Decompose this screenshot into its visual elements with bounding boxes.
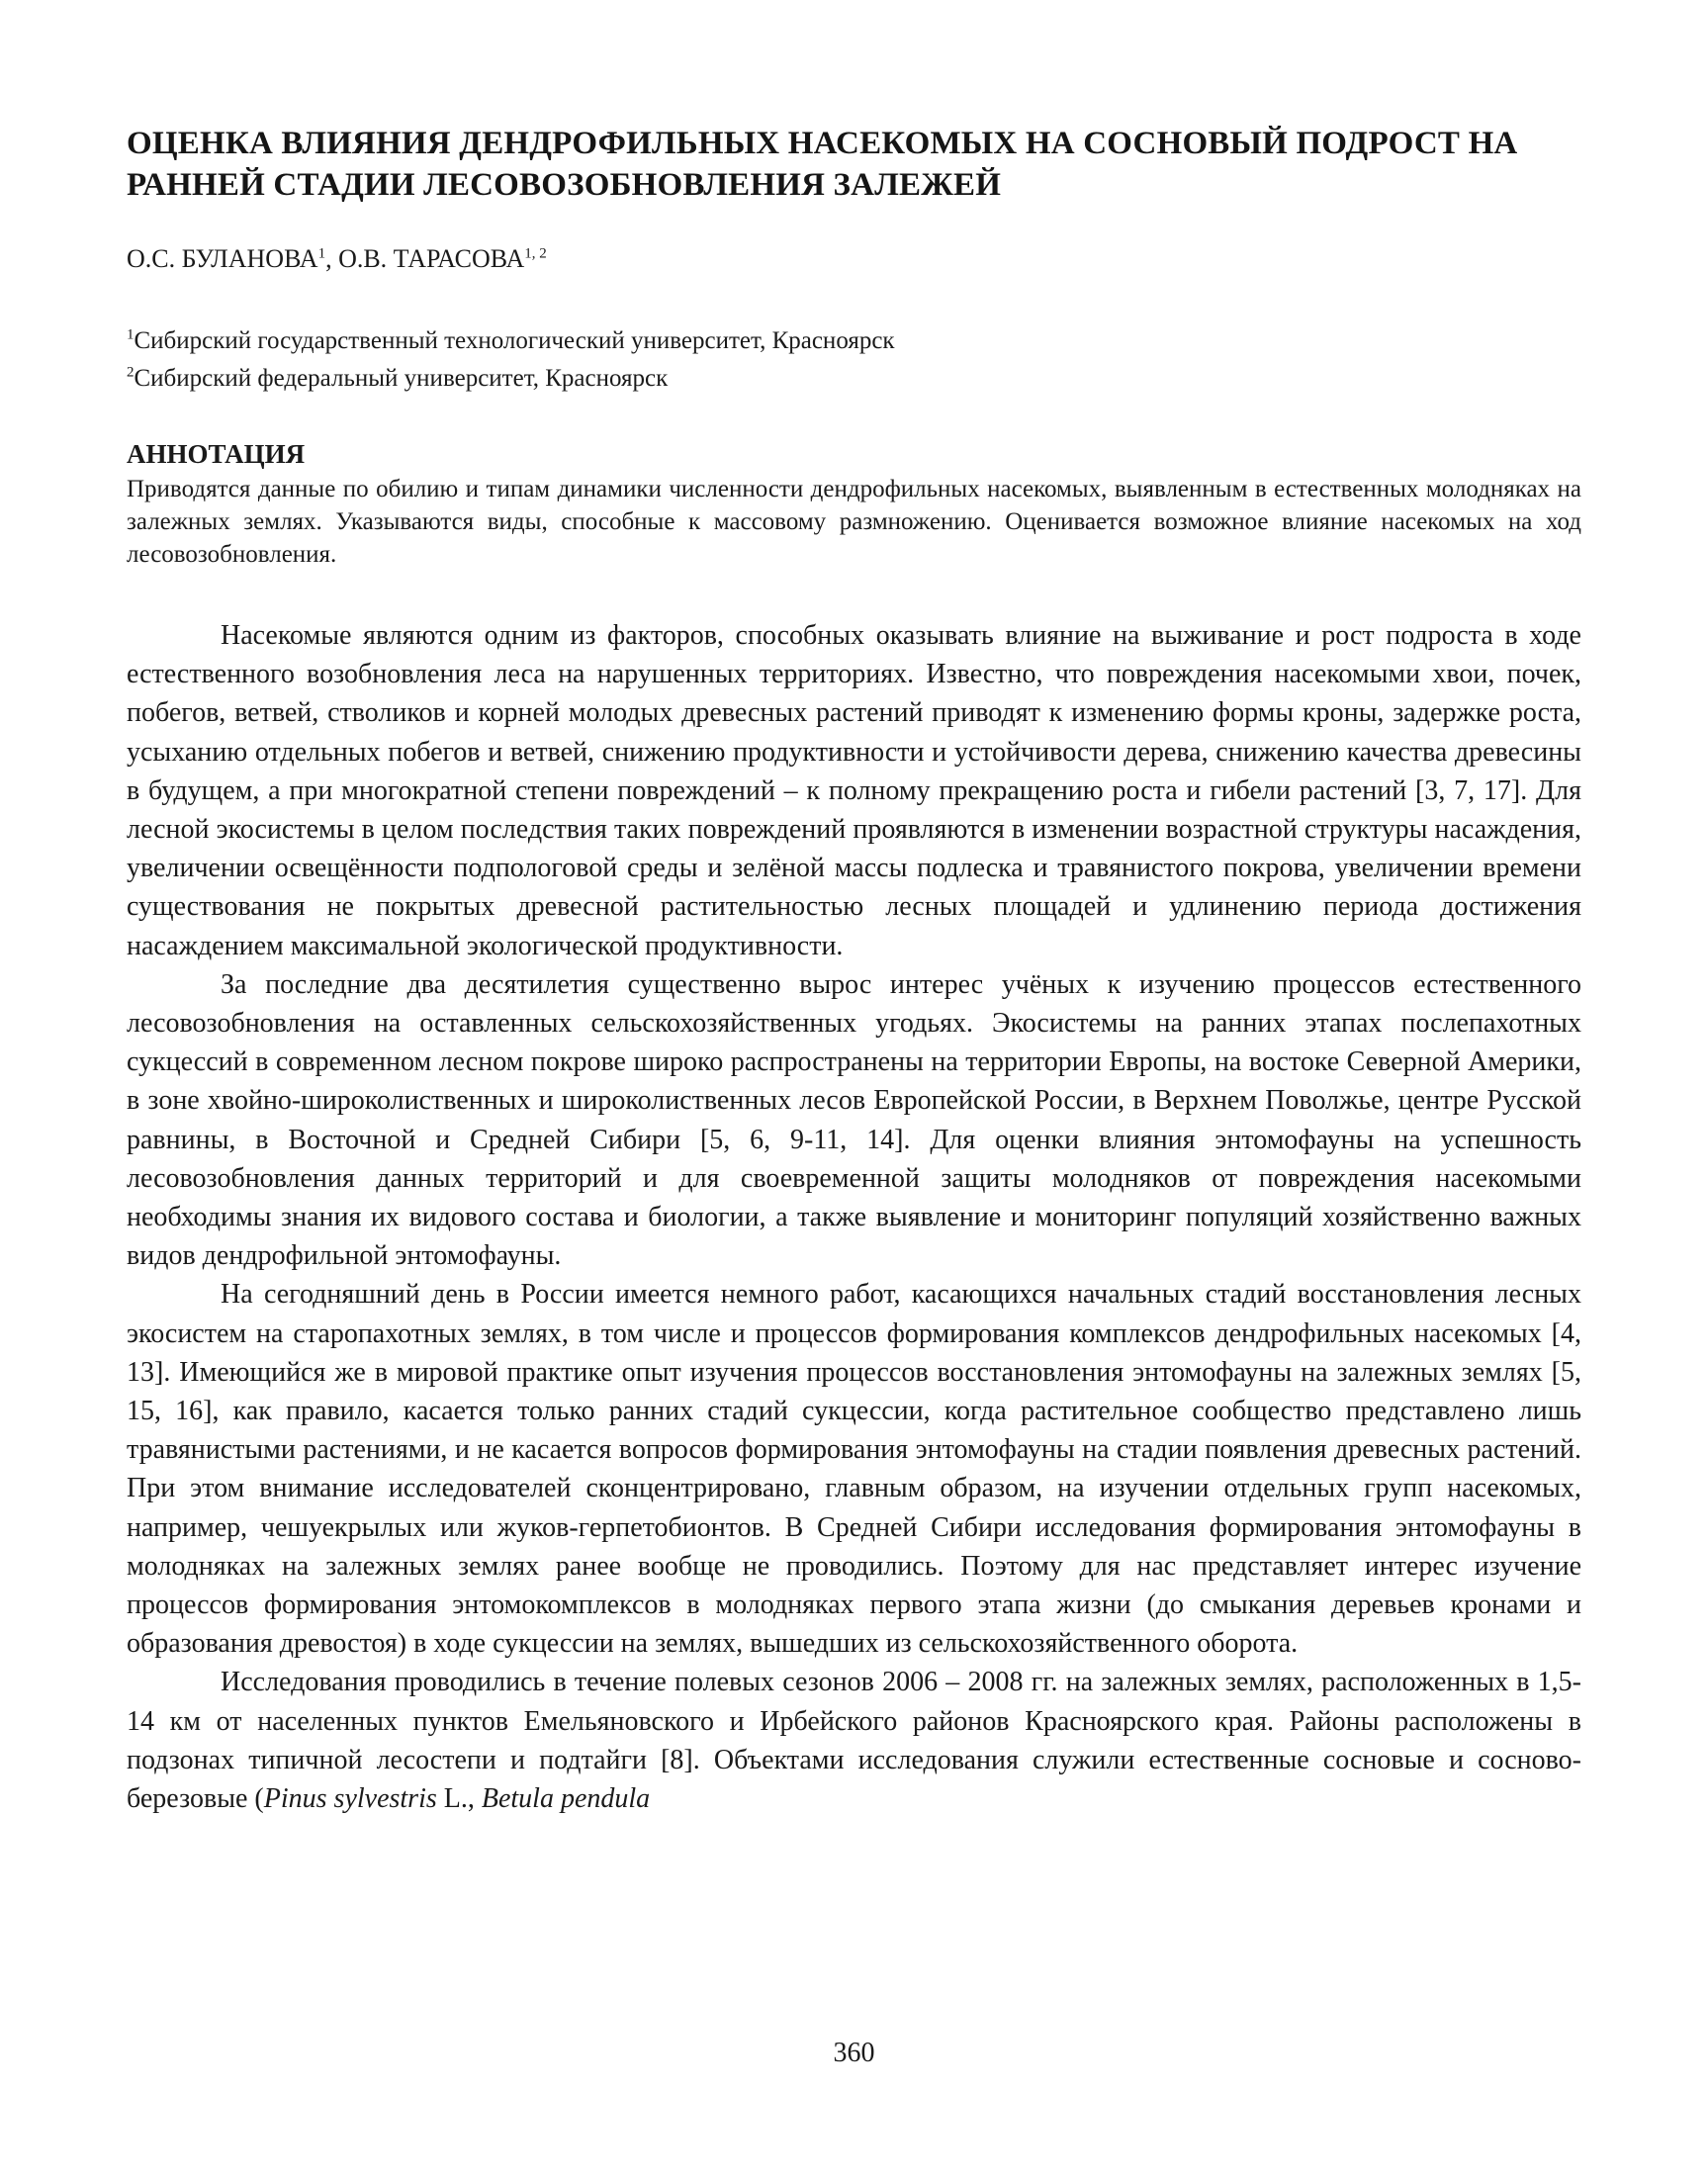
affiliation-2-text: Сибирский федеральный университет, Красноярск <box>134 365 669 392</box>
paragraph-4-text: Исследования проводились в течение полевых сезонов 2006 – 2008 гг. на залежных землях, расположенных в 1,5-14 км от населенных пунктов Емельяновского и Ирбейского районов Красноярского края. Районы расположены в подзонах типичной лесостепи и подтайги [8]. Объектами исследования служили естественные сосновые и сосново-березовые ( <box>127 1667 1581 1815</box>
author-tarasova: О.В. ТАРАСОВА <box>338 244 525 273</box>
author-bulanova-affiliation: 1 <box>317 245 326 262</box>
affiliation-1-mark: 1 <box>127 326 135 343</box>
species-betula: Betula pendula <box>481 1783 651 1815</box>
paper-title: ОЦЕНКА ВЛИЯНИЯ ДЕНДРОФИЛЬНЫХ НАСЕКОМЫХ НА СОСНОВЫЙ ПОДРОСТ НА РАННЕЙ СТАДИИ ЛЕСОВОЗОБНОВЛЕНИЯ ЗАЛЕЖЕЙ <box>127 126 1518 203</box>
affiliation-1 <box>127 322 1581 360</box>
annotation-text: Приводятся данные по обилию и типам динамики численности дендрофильных насекомых, выявленным в естественных молодняках на залежных землях. Указываются виды, способные к массовому размножению. Оценивается возможное влияние насекомых на ход лесовозобновления. <box>127 476 1581 568</box>
paragraph-2: За последние два десятилетия существенно вырос интерес учёных к изучению процессов естественного лесовозобновления на оставленных сельскохозяйственных угодьях. Экосистемы на ранних этапах послепахотных сукцессий в современном лесном покрове широко распространены на территории Европы, на востоке Северной Америки, в зоне хвойно-широколиственных и широколиственных лесов Европейской России, в Верхнем Поволжье, центре Русской равнины, в Восточной и Средней Сибири [5, 6, 9-11, 14]. Для оценки влияния энтомофауны на успешность лесовозобновления данных территорий и для своевременной защиты молодняков от повреждения насекомыми необходимы знания их видового состава и биологии, а также выявление и мониторинг популяций хозяйственно важных видов дендрофильной энтомофауны. <box>127 968 1581 1272</box>
paragraph-1: Насекомые являются одним из факторов, способных оказывать влияние на выживание и рост подроста в ходе естественного возобновления леса на нарушенных территориях. Известно, что повреждения насекомыми хвои, почек, побегов, ветвей, стволиков и корней молодых древесных растений приводят к изменению формы кроны, задержке роста, усыханию отдельных побегов и ветвей, снижению продуктивности и устойчивости дерева, снижению качества древесины в будущем, а при многократной степени повреждений – к полному прекращению роста и гибели растений [3, 7, 17]. Для лесной экосистемы в целом последствия таких повреждений проявляются в изменении возрастной структуры насаждения, увеличении освещённости подпологовой среды и зелёной массы подлеска и травянистого покрова, увеличении времени существования не покрытых древесной растительностью лесных площадей и удлинению периода достижения насаждением максимальной экологической продуктивности. <box>127 620 1581 961</box>
author-bulanova: О.С. БУЛАНОВА <box>127 244 318 273</box>
species-pinus: Pinus sylvestris <box>263 1783 437 1815</box>
author-separator: , <box>325 244 339 273</box>
page-number: 360 <box>833 2038 875 2068</box>
annotation-heading: АННОТАЦИЯ <box>127 439 306 469</box>
affiliation-2 <box>127 360 1581 398</box>
body-text <box>127 616 1581 1818</box>
author-tarasova-affiliation: 1, 2 <box>524 245 547 262</box>
species-author: L., <box>436 1783 482 1815</box>
affiliation-2-mark: 2 <box>127 364 135 381</box>
affiliations <box>127 322 1581 398</box>
paragraph-4 <box>127 1663 1581 1818</box>
authors-line <box>127 243 1581 275</box>
affiliation-1-text: Сибирский государственный технологический университет, Красноярск <box>134 327 895 354</box>
paragraph-3: На сегодняшний день в России имеется немного работ, касающихся начальных стадий восстановления лесных экосистем на старопахотных землях, в том числе и процессов формирования комплексов дендрофильных насекомых [4, 13]. Имеющийся же в мировой практике опыт изучения процессов восстановления энтомофауны на залежных землях [5, 15, 16], как правило, касается только ранних стадий сукцессии, когда растительное сообщество представлено лишь травянистыми растениями, и не касается вопросов формирования энтомофауны на стадии появления древесных растений. При этом внимание исследователей сконцентрировано, главным образом, на изучении отдельных групп насекомых, например, чешуекрылых или жуков-герпетобионтов. В Средней Сибири исследования формирования энтомофауны в молодняках на залежных землях ранее вообще не проводились. Поэтому для нас представляет интерес изучение процессов формирования энтомокомплексов в молодняках первого этапа жизни (до смыкания деревьев кронами и образования древостоя) в ходе сукцессии на землях, вышедших из сельскохозяйственного оборота. <box>127 1279 1581 1660</box>
